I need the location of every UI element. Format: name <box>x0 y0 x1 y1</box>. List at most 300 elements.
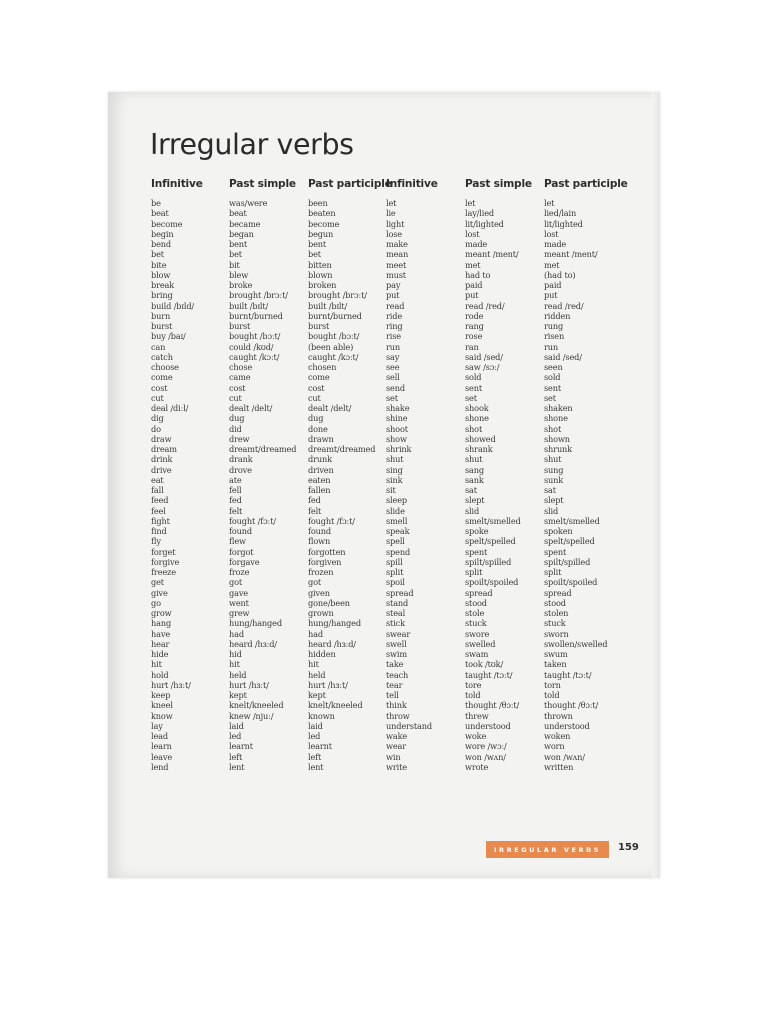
verb-form-cell: forgave <box>229 556 260 567</box>
verb-form-cell: split <box>544 567 562 577</box>
verb-form-cell: stick <box>386 618 405 629</box>
verb-form-cell: woke <box>465 731 487 741</box>
past-simple-column-2 <box>465 177 532 772</box>
verb-form-cell: lend <box>151 761 169 772</box>
verb-form-cell: blew <box>229 269 249 280</box>
page-edge <box>652 92 660 878</box>
verb-form-cell: hurt /hɜːt/ <box>229 679 269 690</box>
verb-form-cell: ate <box>229 474 242 485</box>
verb-form-cell: speak <box>386 526 410 536</box>
verb-form-cell: sank <box>465 474 484 485</box>
page-title: Irregular verbs <box>150 128 354 161</box>
verb-form-cell: rose <box>465 331 483 342</box>
verb-form-cell: tear <box>386 679 403 690</box>
verb-form-cell: dig <box>151 413 164 424</box>
verb-form-cell: dream <box>151 444 177 454</box>
verb-form-cell: got <box>308 577 322 588</box>
verb-form-cell: forgive <box>151 556 180 567</box>
verb-form-cell: got <box>229 577 243 588</box>
verb-form-cell: drive <box>151 464 172 475</box>
verb-form-cell: lay/lied <box>465 208 495 219</box>
verb-form-cell: found <box>308 526 331 536</box>
verb-form-cell: ring <box>386 321 403 331</box>
verb-form-cell: hung/hanged <box>229 618 282 629</box>
verb-form-cell: held <box>308 669 326 680</box>
verb-form-cell: run <box>386 341 401 352</box>
verb-form-cell: learnt <box>229 741 253 752</box>
verb-form-cell: began <box>229 228 254 239</box>
verb-form-cell: show <box>386 433 407 444</box>
verb-form-cell: cost <box>308 382 325 393</box>
verb-form-cell: shrunk <box>544 444 572 454</box>
verb-form-cell: cut <box>229 392 242 403</box>
verb-form-cell: come <box>151 372 173 383</box>
verb-form-cell: burst <box>229 321 251 331</box>
verb-form-cell: lead <box>151 731 168 741</box>
verb-form-cell: light <box>386 218 405 229</box>
infinitive-column-2 <box>386 177 438 772</box>
page-number: 159 <box>618 842 639 853</box>
verb-form-cell: cut <box>151 392 164 403</box>
verb-form-cell: wake <box>386 731 408 741</box>
verb-form-cell: win <box>386 751 401 762</box>
verb-form-cell: spoilt/spoiled <box>544 577 598 588</box>
verb-form-cell: eaten <box>308 474 331 485</box>
verb-form-cell: spread <box>465 587 493 598</box>
verb-form-cell: break <box>151 280 175 290</box>
verb-form-cell: swore <box>465 628 490 639</box>
verb-form-cell: did <box>229 423 242 434</box>
verb-form-cell: hang <box>151 618 172 629</box>
verb-form-cell: have <box>151 628 171 639</box>
past-simple-column-1 <box>229 177 296 772</box>
verb-form-cell: lit/lighted <box>465 218 504 229</box>
verb-form-cell: set <box>465 392 477 403</box>
column-header-infinitive: Infinitive <box>386 178 438 190</box>
verb-form-cell: was/were <box>229 198 268 208</box>
verb-form-cell: read /red/ <box>465 300 505 311</box>
verb-form-cell: won /wʌn/ <box>465 751 506 762</box>
verb-form-cell: said /sed/ <box>465 351 503 362</box>
verb-form-cell: drove <box>229 464 252 475</box>
verb-form-cell: ridden <box>544 310 571 321</box>
verb-form-cell: cost <box>229 382 246 393</box>
verb-form-cell: shrank <box>465 444 493 454</box>
verb-form-cell: spent <box>465 546 488 557</box>
verb-form-cell: build /bɪld/ <box>151 300 195 311</box>
verb-form-cell: sunk <box>544 474 564 485</box>
verb-form-cell: beaten <box>308 208 336 219</box>
verb-form-cell: shine <box>386 413 408 424</box>
verb-form-cell: find <box>151 526 167 536</box>
verb-form-cell: brought /brɔːt/ <box>229 290 288 301</box>
verb-form-cell: dealt /delt/ <box>229 403 273 413</box>
verb-form-cell: hurt /hɜːt/ <box>308 679 348 690</box>
verb-form-cell: fought /fɔːt/ <box>229 515 276 526</box>
verb-form-cell: spread <box>386 587 414 598</box>
verb-form-cell: hit <box>151 659 162 670</box>
verb-form-cell: teach <box>386 669 409 680</box>
verb-form-cell: draw <box>151 433 172 444</box>
verb-form-cell: give <box>151 587 168 598</box>
verb-form-cell: burn <box>151 310 171 321</box>
verb-form-cell: shown <box>544 433 570 444</box>
verb-form-cell: drew <box>229 433 250 444</box>
verb-form-cell: fed <box>308 495 321 506</box>
verb-form-cell: learn <box>151 741 172 752</box>
verb-form-cell: feel <box>151 505 166 516</box>
infinitive-column-1 <box>151 177 203 772</box>
verb-form-cell: pay <box>386 280 401 290</box>
verb-form-cell: grew <box>229 608 250 618</box>
verb-form-cell: sell <box>386 372 400 383</box>
verb-form-cell: known <box>308 710 335 721</box>
verb-form-cell: drawn <box>308 433 334 444</box>
verb-form-cell: shut <box>465 454 483 465</box>
verb-form-cell: slide <box>386 505 405 516</box>
verb-form-cell: hold <box>151 669 169 680</box>
verb-form-cell: woken <box>544 731 571 741</box>
verb-form-cell: swim <box>386 649 407 659</box>
verb-form-cell: smelt/smelled <box>465 515 521 526</box>
verb-form-cell: catch <box>151 351 173 362</box>
verb-form-cell: begun <box>308 228 334 239</box>
verb-form-cell: won /wʌn/ <box>544 751 585 762</box>
verb-form-cell: burnt/burned <box>308 310 362 321</box>
verb-form-cell: spoke <box>465 526 489 536</box>
verb-form-cell: fought /fɔːt/ <box>308 515 355 526</box>
verb-form-cell: spilt/spilled <box>544 556 591 567</box>
verb-form-cell: paid <box>465 280 483 290</box>
verb-form-cell: chosen <box>308 362 337 372</box>
verb-form-cell: built /bɪlt/ <box>229 300 269 311</box>
column-header-past-simple: Past simple <box>229 178 296 190</box>
verb-form-cell: sold <box>544 372 561 383</box>
verb-form-cell: ride <box>386 310 403 321</box>
verb-form-cell: said /sed/ <box>544 351 582 362</box>
verb-form-cell: thrown <box>544 710 573 721</box>
verb-form-cell: drunk <box>308 454 332 465</box>
verb-form-cell: sent <box>544 382 562 393</box>
verb-form-cell: shut <box>544 454 562 465</box>
verb-form-cell: sung <box>544 464 564 475</box>
verb-form-cell: bought /bɔːt/ <box>229 331 281 342</box>
verb-form-cell: left <box>229 751 243 762</box>
verb-form-cell: went <box>229 597 249 608</box>
verb-form-cell: caught /kɔːt/ <box>308 351 359 362</box>
verb-form-cell: paid <box>544 280 562 290</box>
verb-form-cell: laid <box>229 720 244 731</box>
verb-form-cell: bring <box>151 290 173 301</box>
verb-form-cell: forgiven <box>308 556 342 567</box>
verb-form-cell: keep <box>151 690 171 700</box>
column-header-infinitive: Infinitive <box>151 178 203 190</box>
verb-form-cell: shot <box>465 423 483 434</box>
past-participle-column-2 <box>544 177 628 772</box>
verb-form-cell: fly <box>151 536 161 547</box>
verb-form-cell: gave <box>229 587 248 598</box>
verb-form-cell: met <box>544 259 560 270</box>
verb-form-cell: sent <box>465 382 483 393</box>
verb-form-cell: smell <box>386 515 408 526</box>
verb-form-cell: told <box>544 690 560 700</box>
verb-form-cell: found <box>229 526 252 536</box>
verb-form-cell: froze <box>229 567 250 577</box>
verb-form-cell: lost <box>465 228 480 239</box>
verb-form-cell: worn <box>544 741 565 752</box>
verb-form-cell: send <box>386 382 405 393</box>
verb-form-cell: bitten <box>308 259 332 270</box>
verb-form-cell: took /tʊk/ <box>465 659 504 670</box>
verb-form-cell: been <box>308 198 328 208</box>
verb-form-cell: stuck <box>465 618 487 629</box>
verb-form-cell: had <box>308 628 323 639</box>
verb-form-cell: cut <box>308 392 321 403</box>
verb-form-cell: spell <box>386 536 405 547</box>
verb-form-cell: dug <box>229 413 245 424</box>
verb-form-cell: spilt/spilled <box>465 556 512 567</box>
verb-form-cell: make <box>386 239 408 249</box>
verb-form-cell: could /kʊd/ <box>229 341 274 352</box>
verb-form-cell: forgot <box>229 546 254 557</box>
verb-form-cell: can <box>151 341 166 352</box>
verb-form-cell: seen <box>544 362 563 372</box>
verb-form-cell: shoot <box>386 423 408 434</box>
verb-form-cell: (had to) <box>544 269 576 280</box>
verb-form-cell: held <box>229 669 247 680</box>
verb-form-cell: stand <box>386 597 409 608</box>
verb-form-cell: stole <box>465 608 485 618</box>
verb-form-cell: hid <box>229 649 242 659</box>
verb-form-cell: sat <box>544 485 556 495</box>
verb-form-cell: wrote <box>465 761 489 772</box>
verb-form-cell: must <box>386 269 406 280</box>
verb-form-cell: shaken <box>544 403 573 413</box>
verb-form-cell: burst <box>151 321 173 331</box>
verb-form-cell: hit <box>229 659 240 670</box>
verb-form-cell: go <box>151 597 161 608</box>
verb-form-cell: slid <box>465 505 480 516</box>
verb-form-cell: taken <box>544 659 567 670</box>
verb-form-cell: fight <box>151 515 170 526</box>
verb-form-cell: knew /njuː/ <box>229 710 274 721</box>
verb-form-cell: bet <box>229 249 242 260</box>
verb-form-cell: knelt/kneeled <box>229 700 284 711</box>
verb-form-cell: do <box>151 423 161 434</box>
verb-form-cell: (been able) <box>308 341 354 352</box>
verb-form-cell: swear <box>386 628 411 639</box>
verb-form-cell: shrink <box>386 444 412 454</box>
verb-form-cell: sat <box>465 485 477 495</box>
verb-form-cell: fed <box>229 495 242 506</box>
verb-form-cell: broken <box>308 280 337 290</box>
verb-form-cell: blow <box>151 269 171 280</box>
verb-form-cell: feed <box>151 495 169 506</box>
verb-form-cell: slept <box>544 495 564 506</box>
verb-form-cell: burst <box>308 321 330 331</box>
verb-form-cell: driven <box>308 464 334 475</box>
column-header-past-simple: Past simple <box>465 178 532 190</box>
verb-form-cell: take <box>386 659 404 670</box>
verb-form-cell: set <box>386 392 398 403</box>
verb-form-cell: heard /hɜːd/ <box>229 638 277 649</box>
verb-form-cell: rode <box>465 310 484 321</box>
verb-form-cell: run <box>544 341 559 352</box>
verb-form-cell: felt <box>308 505 322 516</box>
verb-form-cell: spread <box>544 587 572 598</box>
verb-form-cell: slid <box>544 505 559 516</box>
verb-form-cell: rang <box>465 321 484 331</box>
verb-form-cell: become <box>151 218 183 229</box>
verb-form-cell: swum <box>544 649 568 659</box>
past-participle-column-1 <box>308 177 392 772</box>
verb-form-cell: get <box>151 577 164 588</box>
verb-form-cell: felt <box>229 505 243 516</box>
column-header-past-participle: Past participle <box>544 178 628 190</box>
verb-form-cell: grow <box>151 608 172 618</box>
verb-form-cell: built /bɪlt/ <box>308 300 348 311</box>
verb-form-cell: taught /tɔːt/ <box>544 669 592 680</box>
verb-form-cell: shut <box>386 454 404 465</box>
verb-form-cell: rung <box>544 321 564 331</box>
verb-form-cell: spoilt/spoiled <box>465 577 519 588</box>
verb-form-cell: hidden <box>308 649 336 659</box>
verb-form-cell: swell <box>386 638 407 649</box>
verb-form-cell: put <box>386 290 400 301</box>
verb-form-cell: put <box>465 290 479 301</box>
verb-form-cell: slept <box>465 495 485 506</box>
verb-form-cell: forgotten <box>308 546 346 557</box>
verb-form-cell: hurt /hɜːt/ <box>151 679 191 690</box>
verb-form-cell: swam <box>465 649 489 659</box>
verb-form-cell: shook <box>465 403 489 413</box>
verb-form-cell: thought /θɔːt/ <box>465 700 520 711</box>
verb-form-cell: stolen <box>544 608 569 618</box>
verb-form-cell: begin <box>151 228 174 239</box>
verb-form-cell: blown <box>308 269 333 280</box>
verb-form-cell: tell <box>386 690 399 700</box>
verb-form-cell: shot <box>544 423 562 434</box>
verb-form-cell: say <box>386 351 400 362</box>
verb-form-cell: saw /sɔː/ <box>465 362 500 372</box>
verb-form-cell: leave <box>151 751 173 762</box>
verb-form-cell: sit <box>386 485 396 495</box>
verb-form-cell: bet <box>308 249 321 260</box>
verb-form-cell: bent <box>308 239 327 249</box>
verb-form-cell: came <box>229 372 251 383</box>
verb-form-cell: meant /ment/ <box>544 249 598 260</box>
verb-form-cell: hit <box>308 659 319 670</box>
column-header-past-participle: Past participle <box>308 178 392 190</box>
verb-form-cell: shake <box>386 403 410 413</box>
verb-form-cell: beat <box>229 208 247 219</box>
verb-form-cell: spoken <box>544 526 573 536</box>
verb-form-cell: become <box>308 218 340 229</box>
verb-form-cell: sworn <box>544 628 569 639</box>
verb-form-cell: kept <box>308 690 326 700</box>
verb-form-cell: lent <box>229 761 245 772</box>
verb-form-cell: shone <box>465 413 489 424</box>
verb-form-cell: kept <box>229 690 247 700</box>
verb-form-cell: wear <box>386 741 407 752</box>
verb-form-cell: wore /wɔː/ <box>465 741 507 752</box>
verb-form-cell: know <box>151 710 173 721</box>
verb-form-cell: lit/lighted <box>544 218 583 229</box>
verb-form-cell: read <box>386 300 405 311</box>
verb-form-cell: tore <box>465 679 482 690</box>
verb-form-cell: sold <box>465 372 482 383</box>
verb-form-cell: lied/lain <box>544 208 577 219</box>
verb-form-cell: ran <box>465 341 479 352</box>
verb-form-cell: smelt/smelled <box>544 515 600 526</box>
verb-form-cell: chose <box>229 362 253 372</box>
verb-form-cell: thought /θɔːt/ <box>544 700 599 711</box>
verb-form-cell: bet <box>151 249 164 260</box>
verb-form-cell: dealt /delt/ <box>308 403 352 413</box>
verb-form-cell: met <box>465 259 481 270</box>
verb-form-cell: sleep <box>386 495 408 506</box>
verb-form-cell: made <box>544 239 567 249</box>
verb-form-cell: left <box>308 751 322 762</box>
verb-form-cell: showed <box>465 433 496 444</box>
verb-form-cell: understood <box>465 720 511 731</box>
verb-form-cell: brought /brɔːt/ <box>308 290 367 301</box>
verb-form-cell: flew <box>229 536 246 547</box>
verb-form-cell: told <box>465 690 481 700</box>
verb-form-cell: flown <box>308 536 331 547</box>
verb-form-cell: freeze <box>151 567 176 577</box>
verb-form-cell: hung/hanged <box>308 618 361 629</box>
verb-form-cell: learnt <box>308 741 332 752</box>
verb-form-cell: forget <box>151 546 176 557</box>
verb-form-cell: dreamt/dreamed <box>308 444 376 454</box>
verb-form-cell: knelt/kneeled <box>308 700 363 711</box>
verb-form-cell: write <box>386 761 407 772</box>
verb-form-cell: mean <box>386 249 409 260</box>
verb-form-cell: became <box>229 218 261 229</box>
verb-form-cell: threw <box>465 710 489 721</box>
verb-form-cell: burnt/burned <box>229 310 283 321</box>
verb-form-cell: see <box>386 362 400 372</box>
verb-form-cell: be <box>151 198 161 208</box>
verb-form-cell: spill <box>386 556 403 567</box>
verb-form-cell: think <box>386 700 407 711</box>
verb-form-cell: let <box>465 198 476 208</box>
verb-form-cell: spelt/spelled <box>465 536 516 547</box>
verb-form-cell: beat <box>151 208 169 219</box>
verb-form-cell: broke <box>229 280 253 290</box>
verb-form-cell: split <box>465 567 483 577</box>
verb-form-cell: throw <box>386 710 410 721</box>
verb-form-cell: drink <box>151 454 173 465</box>
verb-form-cell: bought /bɔːt/ <box>308 331 360 342</box>
verb-form-cell: gone/been <box>308 597 350 608</box>
verb-form-cell: laid <box>308 720 323 731</box>
verb-form-cell: led <box>229 731 242 741</box>
verb-form-cell: lent <box>308 761 324 772</box>
verb-form-cell: shone <box>544 413 568 424</box>
verb-form-cell: hear <box>151 638 170 649</box>
verb-form-cell: stuck <box>544 618 566 629</box>
verb-form-cell: fall <box>151 485 164 495</box>
verb-form-cell: eat <box>151 474 164 485</box>
section-label: IRREGULAR VERBS <box>493 845 602 854</box>
verb-form-cell: stood <box>544 597 566 608</box>
verb-form-cell: hide <box>151 649 169 659</box>
verb-form-cell: kneel <box>151 700 173 711</box>
verb-form-cell: bite <box>151 259 167 270</box>
verb-form-cell: meet <box>386 259 407 270</box>
